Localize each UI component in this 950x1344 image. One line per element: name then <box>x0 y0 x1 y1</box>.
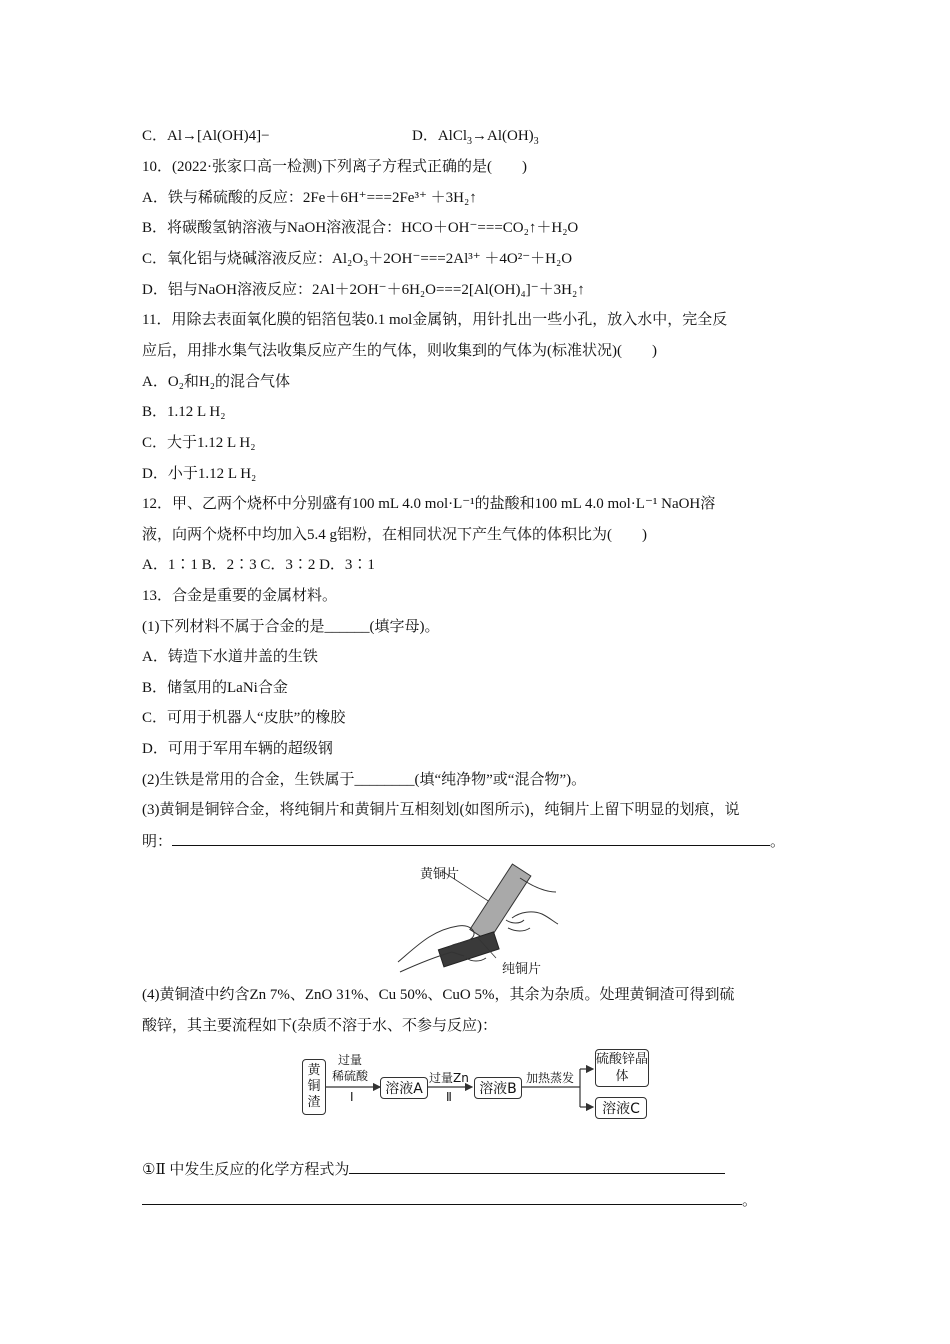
q13-part1-option-b: B．储氢用的LaNi合金 <box>142 680 288 696</box>
q9-sub: 3 <box>467 136 473 147</box>
flow-step1-label-bottom: Ⅰ <box>350 1090 354 1104</box>
q13-part4-end: 。 <box>742 1193 758 1209</box>
q9-option-c-text: C．Al→[Al(OH)4]− <box>142 128 270 144</box>
q11-option-b: B．1.12 L H₂ <box>142 404 226 420</box>
q13-part1-option-c: C．可用于机器人“皮肤”的橡胶 <box>142 710 346 726</box>
process-flowchart <box>300 1047 660 1119</box>
flow-node-solution-a: 溶液A <box>380 1077 428 1099</box>
q13-part3-line2 <box>142 831 785 852</box>
label-pure-copper: 纯铜片 <box>502 962 542 977</box>
q9-option-d-part1: D．AlCl <box>412 128 468 144</box>
flow-step1-label-top2: 稀硫酸 <box>332 1069 369 1083</box>
flow-node-zinc-sulfate-crystal: 硫酸锌晶体 <box>595 1049 649 1087</box>
q12-options: A．1∶1 B．2∶3 C．3∶2 D．3∶1 <box>142 557 375 573</box>
answer-blank-part3[interactable] <box>172 831 770 846</box>
q10-option-a: A．铁与稀硫酸的反应：2Fe＋6H⁺===2Fe³⁺ ＋3H₂↑ <box>142 190 477 206</box>
flow-node-solution-c: 溶液C <box>595 1097 647 1119</box>
q13-part4-sub1 <box>142 1159 725 1180</box>
q13-part1: (1)下列材料不属于合金的是______(填字母)。 <box>142 619 440 635</box>
flow-step3-label: 加热蒸发 <box>526 1071 575 1085</box>
q13-part4-line1: (4)黄铜渣中约含Zn 7%、ZnO 31%、Cu 50%、CuO 5%，其余为杂质。处理黄铜渣可得到硫 <box>142 987 735 1003</box>
q11-option-c: C．大于1.12 L H₂ <box>142 435 256 451</box>
q10-option-d: D．铝与NaOH溶液反应：2Al＋2OH⁻＋6H₂O===2[Al(OH)₄]⁻＋3H₂↑ <box>142 282 585 298</box>
q13-part1-option-a: A．铸造下水道井盖的生铁 <box>142 649 318 665</box>
q13-part1-option-d: D．可用于军用车辆的超级钢 <box>142 741 333 757</box>
q11-option-d: D．小于1.12 L H₂ <box>142 466 257 482</box>
q13-part2: (2)生铁是常用的合金，生铁属于________(填“纯净物”或“混合物”)。 <box>142 772 587 788</box>
answer-blank-equation-1[interactable] <box>349 1159 725 1174</box>
q13-stem: 13．合金是重要的金属材料。 <box>142 588 338 604</box>
q11-stem-line1: 11．用除去表面氧化膜的铝箔包装0.1 mol金属钠，用针扎出一些小孔，放入水中，完全反 <box>142 312 728 328</box>
scratch-figure <box>392 858 562 978</box>
q13-part4-line2: 酸锌，其主要流程如下(杂质不溶于水、不参与反应)： <box>142 1018 497 1034</box>
q11-option-a: A．O₂和H₂的混合气体 <box>142 374 290 390</box>
q9-option-c <box>142 126 270 146</box>
q12-stem-line2: 液，向两个烧杯中均加入5.4 g铝粉，在相同状况下产生气体的体积比为( ) <box>142 527 647 543</box>
q9-option-d-part2: →Al(OH) <box>472 128 534 144</box>
q13-part4-sub1-prefix: ①Ⅱ 中发生反应的化学方程式为 <box>142 1162 350 1178</box>
q9-sub2: 3 <box>533 136 539 147</box>
q13-part3-line1: (3)黄铜是铜锌合金，将纯铜片和黄铜片互相刻划(如图所示)，纯铜片上留下明显的划痕，说 <box>142 802 740 818</box>
answer-blank-equation-2[interactable] <box>142 1190 742 1205</box>
flow-step2-label-top: 过量Zn <box>429 1071 469 1085</box>
flow-step2-label-bottom: Ⅱ <box>446 1090 452 1104</box>
flow-step1-label-top1: 过量 <box>338 1053 363 1067</box>
q10-option-c: C．氧化铝与烧碱溶液反应：Al₂O₃＋2OH⁻===2Al³⁺ ＋4O²⁻＋H₂O <box>142 251 573 267</box>
label-brass: 黄铜片 <box>420 867 460 882</box>
q10-option-b: B．将碳酸氢钠溶液与NaOH溶液混合：HCO＋OH⁻===CO₂↑＋H₂O <box>142 220 579 236</box>
q13-part3-end: 。 <box>770 834 786 850</box>
q11-stem-line2: 应后，用排水集气法收集反应产生的气体，则收集到的气体为(标准状况)( ) <box>142 343 657 359</box>
q13-part3-prefix: 明： <box>142 834 173 850</box>
q9-option-d <box>412 126 539 146</box>
q10-stem: 10．(2022·张家口高一检测)下列离子方程式正确的是( ) <box>142 159 527 175</box>
q13-part4-sub1-line2 <box>142 1190 757 1211</box>
flow-node-solution-b: 溶液B <box>474 1077 522 1099</box>
q12-stem-line1: 12．甲、乙两个烧杯中分别盛有100 mL 4.0 mol·L⁻¹的盐酸和100 mL 4.0 mol·L⁻¹ NaOH溶 <box>142 496 716 512</box>
flow-node-brass-slag: 黄铜渣 <box>302 1059 326 1115</box>
